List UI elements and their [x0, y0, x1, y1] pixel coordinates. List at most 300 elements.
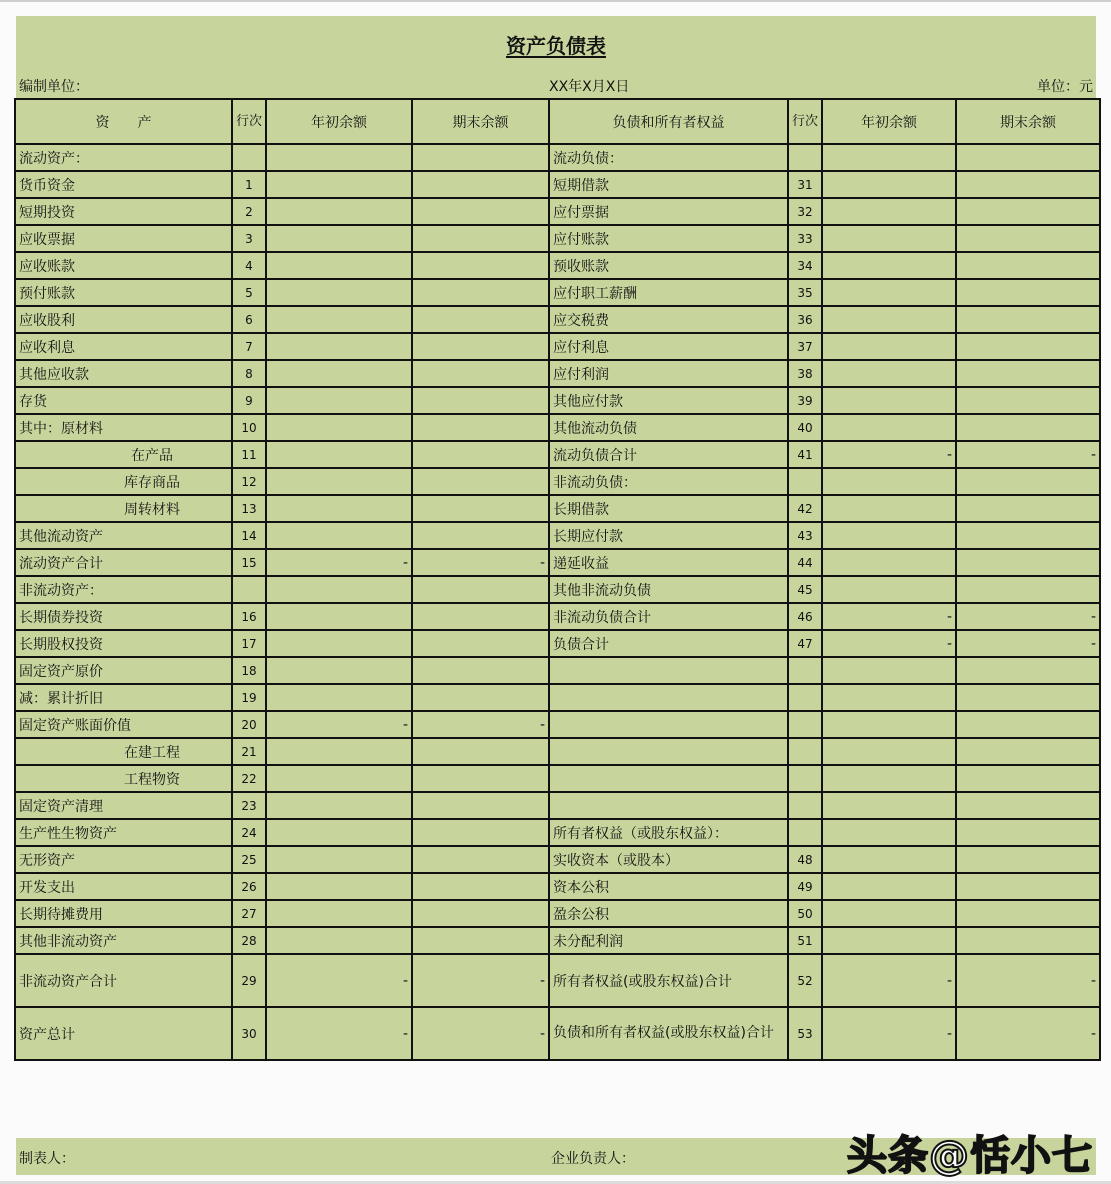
asset-begin-balance-cell[interactable] — [266, 522, 412, 549]
asset-end-balance-cell[interactable] — [412, 252, 549, 279]
liability-label: 实收资本（或股本） — [549, 846, 788, 873]
liability-begin-balance-cell[interactable] — [822, 792, 956, 819]
asset-begin-balance-cell[interactable] — [266, 846, 412, 873]
asset-row-no: 8 — [232, 360, 266, 387]
liability-row-no: 47 — [788, 630, 822, 657]
asset-begin-balance-cell[interactable] — [266, 414, 412, 441]
asset-label: 开发支出 — [15, 873, 232, 900]
table-row — [15, 819, 1100, 846]
asset-row-no: 11 — [232, 441, 266, 468]
table-row — [15, 306, 1100, 333]
liability-begin-balance-cell[interactable] — [822, 873, 956, 900]
asset-begin-balance-cell: - — [266, 549, 412, 576]
liability-begin-balance-cell[interactable] — [822, 360, 956, 387]
table-row — [15, 711, 1100, 738]
liability-label: 应付利息 — [549, 333, 788, 360]
liability-label: 其他流动负债 — [549, 414, 788, 441]
liability-row-no: 41 — [788, 441, 822, 468]
liability-row-no — [788, 711, 822, 738]
asset-end-balance-cell[interactable] — [412, 360, 549, 387]
asset-row-no: 6 — [232, 306, 266, 333]
asset-end-balance-cell[interactable] — [412, 603, 549, 630]
liability-row-no: 48 — [788, 846, 822, 873]
liability-begin-balance-cell[interactable] — [822, 414, 956, 441]
liability-begin-balance-cell[interactable] — [822, 252, 956, 279]
unit-label: 单位：元 — [1037, 79, 1093, 95]
liability-label: 流动负债合计 — [549, 441, 788, 468]
table-row — [15, 414, 1100, 441]
liability-row-no: 40 — [788, 414, 822, 441]
liability-end-balance-cell[interactable] — [956, 927, 1100, 954]
liability-row-no: 39 — [788, 387, 822, 414]
liability-end-balance-cell: - — [956, 1007, 1100, 1060]
asset-row-no: 4 — [232, 252, 266, 279]
header-band — [16, 16, 1096, 98]
report-date: XX年X月X日 — [549, 79, 630, 95]
asset-label: 库存商品 — [15, 468, 232, 495]
asset-label: 应收利息 — [15, 333, 232, 360]
liability-row-no: 34 — [788, 252, 822, 279]
liability-row-no — [788, 657, 822, 684]
table-row — [15, 252, 1100, 279]
table-row — [15, 468, 1100, 495]
asset-label: 其中：原材料 — [15, 414, 232, 441]
asset-end-balance-cell[interactable] — [412, 576, 549, 603]
asset-begin-balance-cell: - — [266, 711, 412, 738]
liability-end-balance-cell[interactable] — [956, 792, 1100, 819]
asset-row-no: 2 — [232, 198, 266, 225]
liability-begin-balance-cell[interactable] — [822, 819, 956, 846]
liability-begin-balance-cell: - — [822, 441, 956, 468]
asset-end-balance-cell[interactable] — [412, 765, 549, 792]
asset-end-balance-cell: - — [412, 549, 549, 576]
asset-begin-balance-cell[interactable] — [266, 603, 412, 630]
asset-row-no: 5 — [232, 279, 266, 306]
asset-label: 流动资产： — [15, 144, 232, 171]
liability-begin-balance-cell[interactable] — [822, 144, 956, 171]
liability-end-balance-cell[interactable] — [956, 900, 1100, 927]
asset-row-no — [232, 144, 266, 171]
asset-label: 资产总计 — [15, 1007, 232, 1060]
asset-row-no: 9 — [232, 387, 266, 414]
asset-row-no: 12 — [232, 468, 266, 495]
liability-row-no: 49 — [788, 873, 822, 900]
asset-label: 其他流动资产 — [15, 522, 232, 549]
table-row — [15, 495, 1100, 522]
liability-label: 未分配利润 — [549, 927, 788, 954]
asset-begin-balance-cell[interactable] — [266, 225, 412, 252]
liability-end-balance-cell[interactable] — [956, 279, 1100, 306]
asset-label: 预付账款 — [15, 279, 232, 306]
asset-begin-balance-cell[interactable] — [266, 630, 412, 657]
asset-row-no: 19 — [232, 684, 266, 711]
asset-end-balance-cell[interactable] — [412, 441, 549, 468]
liability-end-balance-cell[interactable] — [956, 738, 1100, 765]
table-row — [15, 198, 1100, 225]
asset-end-balance-cell[interactable] — [412, 279, 549, 306]
page-title: 资产负债表 — [506, 34, 606, 58]
liability-row-no: 43 — [788, 522, 822, 549]
liability-begin-balance-cell[interactable] — [822, 171, 956, 198]
asset-label: 其他应收款 — [15, 360, 232, 387]
liability-row-no: 46 — [788, 603, 822, 630]
liability-row-no — [788, 468, 822, 495]
col-header-liabilities-equity: 负债和所有者权益 — [549, 99, 788, 144]
watermark-text: 头条@恬小七 — [847, 1133, 1093, 1179]
asset-end-balance-cell[interactable] — [412, 819, 549, 846]
liability-begin-balance-cell[interactable] — [822, 846, 956, 873]
liability-end-balance-cell[interactable] — [956, 171, 1100, 198]
liability-end-balance-cell[interactable] — [956, 333, 1100, 360]
liability-end-balance-cell[interactable] — [956, 495, 1100, 522]
asset-begin-balance-cell[interactable] — [266, 360, 412, 387]
asset-row-no: 22 — [232, 765, 266, 792]
liability-begin-balance-cell[interactable] — [822, 468, 956, 495]
asset-label: 应收票据 — [15, 225, 232, 252]
col-header-end-balance-2: 期末余额 — [956, 99, 1100, 144]
table-row — [15, 765, 1100, 792]
liability-end-balance-cell[interactable] — [956, 144, 1100, 171]
liability-label — [549, 765, 788, 792]
liability-label: 短期借款 — [549, 171, 788, 198]
liability-begin-balance-cell[interactable] — [822, 576, 956, 603]
asset-end-balance-cell[interactable] — [412, 846, 549, 873]
asset-row-no: 1 — [232, 171, 266, 198]
col-header-row-no: 行次 — [232, 99, 266, 144]
asset-begin-balance-cell[interactable] — [266, 495, 412, 522]
asset-begin-balance-cell[interactable] — [266, 819, 412, 846]
liability-label: 应付职工薪酬 — [549, 279, 788, 306]
liability-row-no: 42 — [788, 495, 822, 522]
asset-label: 应收账款 — [15, 252, 232, 279]
liability-row-no: 33 — [788, 225, 822, 252]
table-row — [15, 1007, 1100, 1060]
table-row — [15, 738, 1100, 765]
preparer-label: 制表人： — [19, 1151, 75, 1167]
col-header-begin-balance: 年初余额 — [266, 99, 412, 144]
liability-row-no — [788, 765, 822, 792]
table-row — [15, 171, 1100, 198]
asset-begin-balance-cell[interactable] — [266, 441, 412, 468]
liability-end-balance-cell[interactable] — [956, 549, 1100, 576]
table-row — [15, 684, 1100, 711]
liability-begin-balance-cell[interactable] — [822, 306, 956, 333]
asset-label: 流动资产合计 — [15, 549, 232, 576]
liability-end-balance-cell[interactable] — [956, 522, 1100, 549]
table-row — [15, 603, 1100, 630]
table-row — [15, 144, 1100, 171]
asset-begin-balance-cell[interactable] — [266, 765, 412, 792]
liability-end-balance-cell[interactable] — [956, 846, 1100, 873]
liability-begin-balance-cell[interactable] — [822, 738, 956, 765]
liability-begin-balance-cell[interactable] — [822, 900, 956, 927]
asset-begin-balance-cell[interactable] — [266, 792, 412, 819]
liability-label: 资本公积 — [549, 873, 788, 900]
asset-begin-balance-cell[interactable] — [266, 873, 412, 900]
liability-label: 应交税费 — [549, 306, 788, 333]
asset-row-no — [232, 576, 266, 603]
asset-row-no: 14 — [232, 522, 266, 549]
liability-begin-balance-cell[interactable] — [822, 522, 956, 549]
asset-end-balance-cell[interactable] — [412, 738, 549, 765]
liability-row-no: 35 — [788, 279, 822, 306]
org-label: 编制单位： — [19, 79, 89, 95]
asset-label: 在产品 — [15, 441, 232, 468]
liability-row-no: 51 — [788, 927, 822, 954]
liability-row-no: 31 — [788, 171, 822, 198]
table-row — [15, 846, 1100, 873]
liability-begin-balance-cell[interactable] — [822, 495, 956, 522]
col-header-row-no-2: 行次 — [788, 99, 822, 144]
liability-label: 应付票据 — [549, 198, 788, 225]
asset-row-no: 24 — [232, 819, 266, 846]
asset-begin-balance-cell[interactable] — [266, 144, 412, 171]
table-row — [15, 630, 1100, 657]
table-row — [15, 333, 1100, 360]
asset-label: 长期股权投资 — [15, 630, 232, 657]
asset-row-no: 13 — [232, 495, 266, 522]
asset-label: 长期债券投资 — [15, 603, 232, 630]
asset-label: 其他非流动资产 — [15, 927, 232, 954]
asset-row-no: 21 — [232, 738, 266, 765]
col-header-assets: 资 产 — [15, 99, 232, 144]
liability-begin-balance-cell[interactable] — [822, 684, 956, 711]
asset-row-no: 17 — [232, 630, 266, 657]
asset-end-balance-cell[interactable] — [412, 792, 549, 819]
liability-label — [549, 792, 788, 819]
table-row — [15, 360, 1100, 387]
liability-end-balance-cell[interactable] — [956, 387, 1100, 414]
liability-label: 所有者权益(或股东权益)合计 — [549, 954, 788, 1007]
asset-label: 长期待摊费用 — [15, 900, 232, 927]
asset-end-balance-cell[interactable] — [412, 522, 549, 549]
asset-row-no: 10 — [232, 414, 266, 441]
liability-row-no: 50 — [788, 900, 822, 927]
asset-row-no: 20 — [232, 711, 266, 738]
liability-end-balance-cell[interactable] — [956, 819, 1100, 846]
liability-begin-balance-cell[interactable] — [822, 549, 956, 576]
asset-end-balance-cell: - — [412, 954, 549, 1007]
asset-label: 周转材料 — [15, 495, 232, 522]
liability-begin-balance-cell: - — [822, 603, 956, 630]
liability-end-balance-cell[interactable] — [956, 225, 1100, 252]
asset-row-no: 29 — [232, 954, 266, 1007]
asset-begin-balance-cell[interactable] — [266, 387, 412, 414]
liability-end-balance-cell[interactable] — [956, 414, 1100, 441]
liability-end-balance-cell[interactable] — [956, 576, 1100, 603]
asset-end-balance-cell[interactable] — [412, 630, 549, 657]
liability-row-no: 32 — [788, 198, 822, 225]
liability-label: 非流动负债合计 — [549, 603, 788, 630]
asset-label: 固定资产清理 — [15, 792, 232, 819]
liability-end-balance-cell[interactable] — [956, 306, 1100, 333]
asset-row-no: 3 — [232, 225, 266, 252]
col-header-end-balance: 期末余额 — [412, 99, 549, 144]
asset-row-no: 7 — [232, 333, 266, 360]
asset-end-balance-cell[interactable] — [412, 198, 549, 225]
liability-begin-balance-cell[interactable] — [822, 711, 956, 738]
liability-row-no — [788, 792, 822, 819]
asset-begin-balance-cell[interactable] — [266, 657, 412, 684]
liability-row-no: 52 — [788, 954, 822, 1007]
table-row — [15, 549, 1100, 576]
asset-label: 工程物资 — [15, 765, 232, 792]
asset-end-balance-cell[interactable] — [412, 225, 549, 252]
liability-end-balance-cell[interactable] — [956, 711, 1100, 738]
asset-end-balance-cell: - — [412, 1007, 549, 1060]
liability-label: 其他应付款 — [549, 387, 788, 414]
table-header-row — [15, 99, 1100, 144]
liability-label: 应付账款 — [549, 225, 788, 252]
asset-row-no: 15 — [232, 549, 266, 576]
liability-end-balance-cell[interactable] — [956, 198, 1100, 225]
table-row — [15, 576, 1100, 603]
table-row — [15, 441, 1100, 468]
asset-begin-balance-cell[interactable] — [266, 684, 412, 711]
asset-row-no: 28 — [232, 927, 266, 954]
asset-begin-balance-cell[interactable] — [266, 252, 412, 279]
asset-label: 固定资产账面价值 — [15, 711, 232, 738]
liability-begin-balance-cell: - — [822, 954, 956, 1007]
asset-begin-balance-cell[interactable] — [266, 171, 412, 198]
asset-begin-balance-cell: - — [266, 1007, 412, 1060]
liability-begin-balance-cell[interactable] — [822, 927, 956, 954]
liability-label — [549, 711, 788, 738]
liability-row-no — [788, 738, 822, 765]
liability-end-balance-cell: - — [956, 954, 1100, 1007]
asset-label: 非流动资产： — [15, 576, 232, 603]
liability-end-balance-cell[interactable] — [956, 657, 1100, 684]
asset-label: 短期投资 — [15, 198, 232, 225]
asset-label: 无形资产 — [15, 846, 232, 873]
asset-row-no: 23 — [232, 792, 266, 819]
liability-begin-balance-cell[interactable] — [822, 198, 956, 225]
asset-end-balance-cell[interactable] — [412, 495, 549, 522]
liability-label: 所有者权益（或股东权益）： — [549, 819, 788, 846]
asset-end-balance-cell[interactable] — [412, 657, 549, 684]
liability-row-no: 38 — [788, 360, 822, 387]
asset-begin-balance-cell[interactable] — [266, 333, 412, 360]
asset-label: 货币资金 — [15, 171, 232, 198]
liability-row-no: 37 — [788, 333, 822, 360]
liability-begin-balance-cell[interactable] — [822, 657, 956, 684]
asset-end-balance-cell: - — [412, 711, 549, 738]
asset-label: 固定资产原价 — [15, 657, 232, 684]
table-row — [15, 900, 1100, 927]
liability-label — [549, 738, 788, 765]
liability-end-balance-cell[interactable] — [956, 873, 1100, 900]
asset-begin-balance-cell[interactable] — [266, 279, 412, 306]
asset-begin-balance-cell[interactable] — [266, 738, 412, 765]
asset-label: 生产性生物资产 — [15, 819, 232, 846]
liability-label: 应付利润 — [549, 360, 788, 387]
col-header-begin-balance-2: 年初余额 — [822, 99, 956, 144]
liability-begin-balance-cell[interactable] — [822, 765, 956, 792]
liability-end-balance-cell: - — [956, 603, 1100, 630]
liability-label — [549, 657, 788, 684]
asset-end-balance-cell[interactable] — [412, 900, 549, 927]
table-row — [15, 873, 1100, 900]
table-row — [15, 279, 1100, 306]
liability-row-no — [788, 684, 822, 711]
top-divider — [0, 0, 1111, 2]
liability-row-no: 36 — [788, 306, 822, 333]
liability-begin-balance-cell: - — [822, 1007, 956, 1060]
asset-label: 非流动资产合计 — [15, 954, 232, 1007]
liability-row-no: 45 — [788, 576, 822, 603]
liability-label: 盈余公积 — [549, 900, 788, 927]
liability-end-balance-cell: - — [956, 630, 1100, 657]
table-row — [15, 954, 1100, 1007]
liability-label: 长期应付款 — [549, 522, 788, 549]
liability-row-no — [788, 144, 822, 171]
asset-begin-balance-cell[interactable] — [266, 900, 412, 927]
liability-begin-balance-cell[interactable] — [822, 333, 956, 360]
liability-row-no: 53 — [788, 1007, 822, 1060]
asset-row-no: 16 — [232, 603, 266, 630]
liability-end-balance-cell[interactable] — [956, 468, 1100, 495]
asset-label: 在建工程 — [15, 738, 232, 765]
liability-end-balance-cell[interactable] — [956, 765, 1100, 792]
liability-begin-balance-cell[interactable] — [822, 225, 956, 252]
asset-begin-balance-cell[interactable] — [266, 576, 412, 603]
table-row — [15, 792, 1100, 819]
liability-row-no — [788, 819, 822, 846]
liability-end-balance-cell[interactable] — [956, 252, 1100, 279]
asset-row-no: 26 — [232, 873, 266, 900]
asset-begin-balance-cell[interactable] — [266, 306, 412, 333]
asset-row-no: 30 — [232, 1007, 266, 1060]
liability-label: 其他非流动负债 — [549, 576, 788, 603]
asset-label: 存货 — [15, 387, 232, 414]
asset-label: 减：累计折旧 — [15, 684, 232, 711]
liability-label: 长期借款 — [549, 495, 788, 522]
liability-label: 负债合计 — [549, 630, 788, 657]
asset-begin-balance-cell[interactable] — [266, 198, 412, 225]
table-row — [15, 927, 1100, 954]
table-row — [15, 387, 1100, 414]
liability-begin-balance-cell[interactable] — [822, 279, 956, 306]
liability-begin-balance-cell: - — [822, 630, 956, 657]
liability-label: 非流动负债： — [549, 468, 788, 495]
liability-end-balance-cell[interactable] — [956, 684, 1100, 711]
asset-begin-balance-cell[interactable] — [266, 468, 412, 495]
asset-end-balance-cell[interactable] — [412, 306, 549, 333]
asset-label: 应收股利 — [15, 306, 232, 333]
table-row — [15, 225, 1100, 252]
asset-begin-balance-cell[interactable] — [266, 927, 412, 954]
asset-end-balance-cell[interactable] — [412, 144, 549, 171]
table-row — [15, 657, 1100, 684]
asset-end-balance-cell[interactable] — [412, 414, 549, 441]
liability-end-balance-cell[interactable] — [956, 360, 1100, 387]
liability-label: 负债和所有者权益(或股东权益)合计 — [549, 1007, 788, 1060]
asset-end-balance-cell[interactable] — [412, 468, 549, 495]
asset-end-balance-cell[interactable] — [412, 387, 549, 414]
asset-row-no: 27 — [232, 900, 266, 927]
asset-end-balance-cell[interactable] — [412, 171, 549, 198]
liability-begin-balance-cell[interactable] — [822, 387, 956, 414]
asset-begin-balance-cell: - — [266, 954, 412, 1007]
asset-row-no: 25 — [232, 846, 266, 873]
asset-end-balance-cell[interactable] — [412, 927, 549, 954]
liability-label: 递延收益 — [549, 549, 788, 576]
asset-end-balance-cell[interactable] — [412, 873, 549, 900]
manager-label: 企业负责人： — [551, 1151, 635, 1167]
liability-end-balance-cell: - — [956, 441, 1100, 468]
asset-end-balance-cell[interactable] — [412, 333, 549, 360]
asset-end-balance-cell[interactable] — [412, 684, 549, 711]
